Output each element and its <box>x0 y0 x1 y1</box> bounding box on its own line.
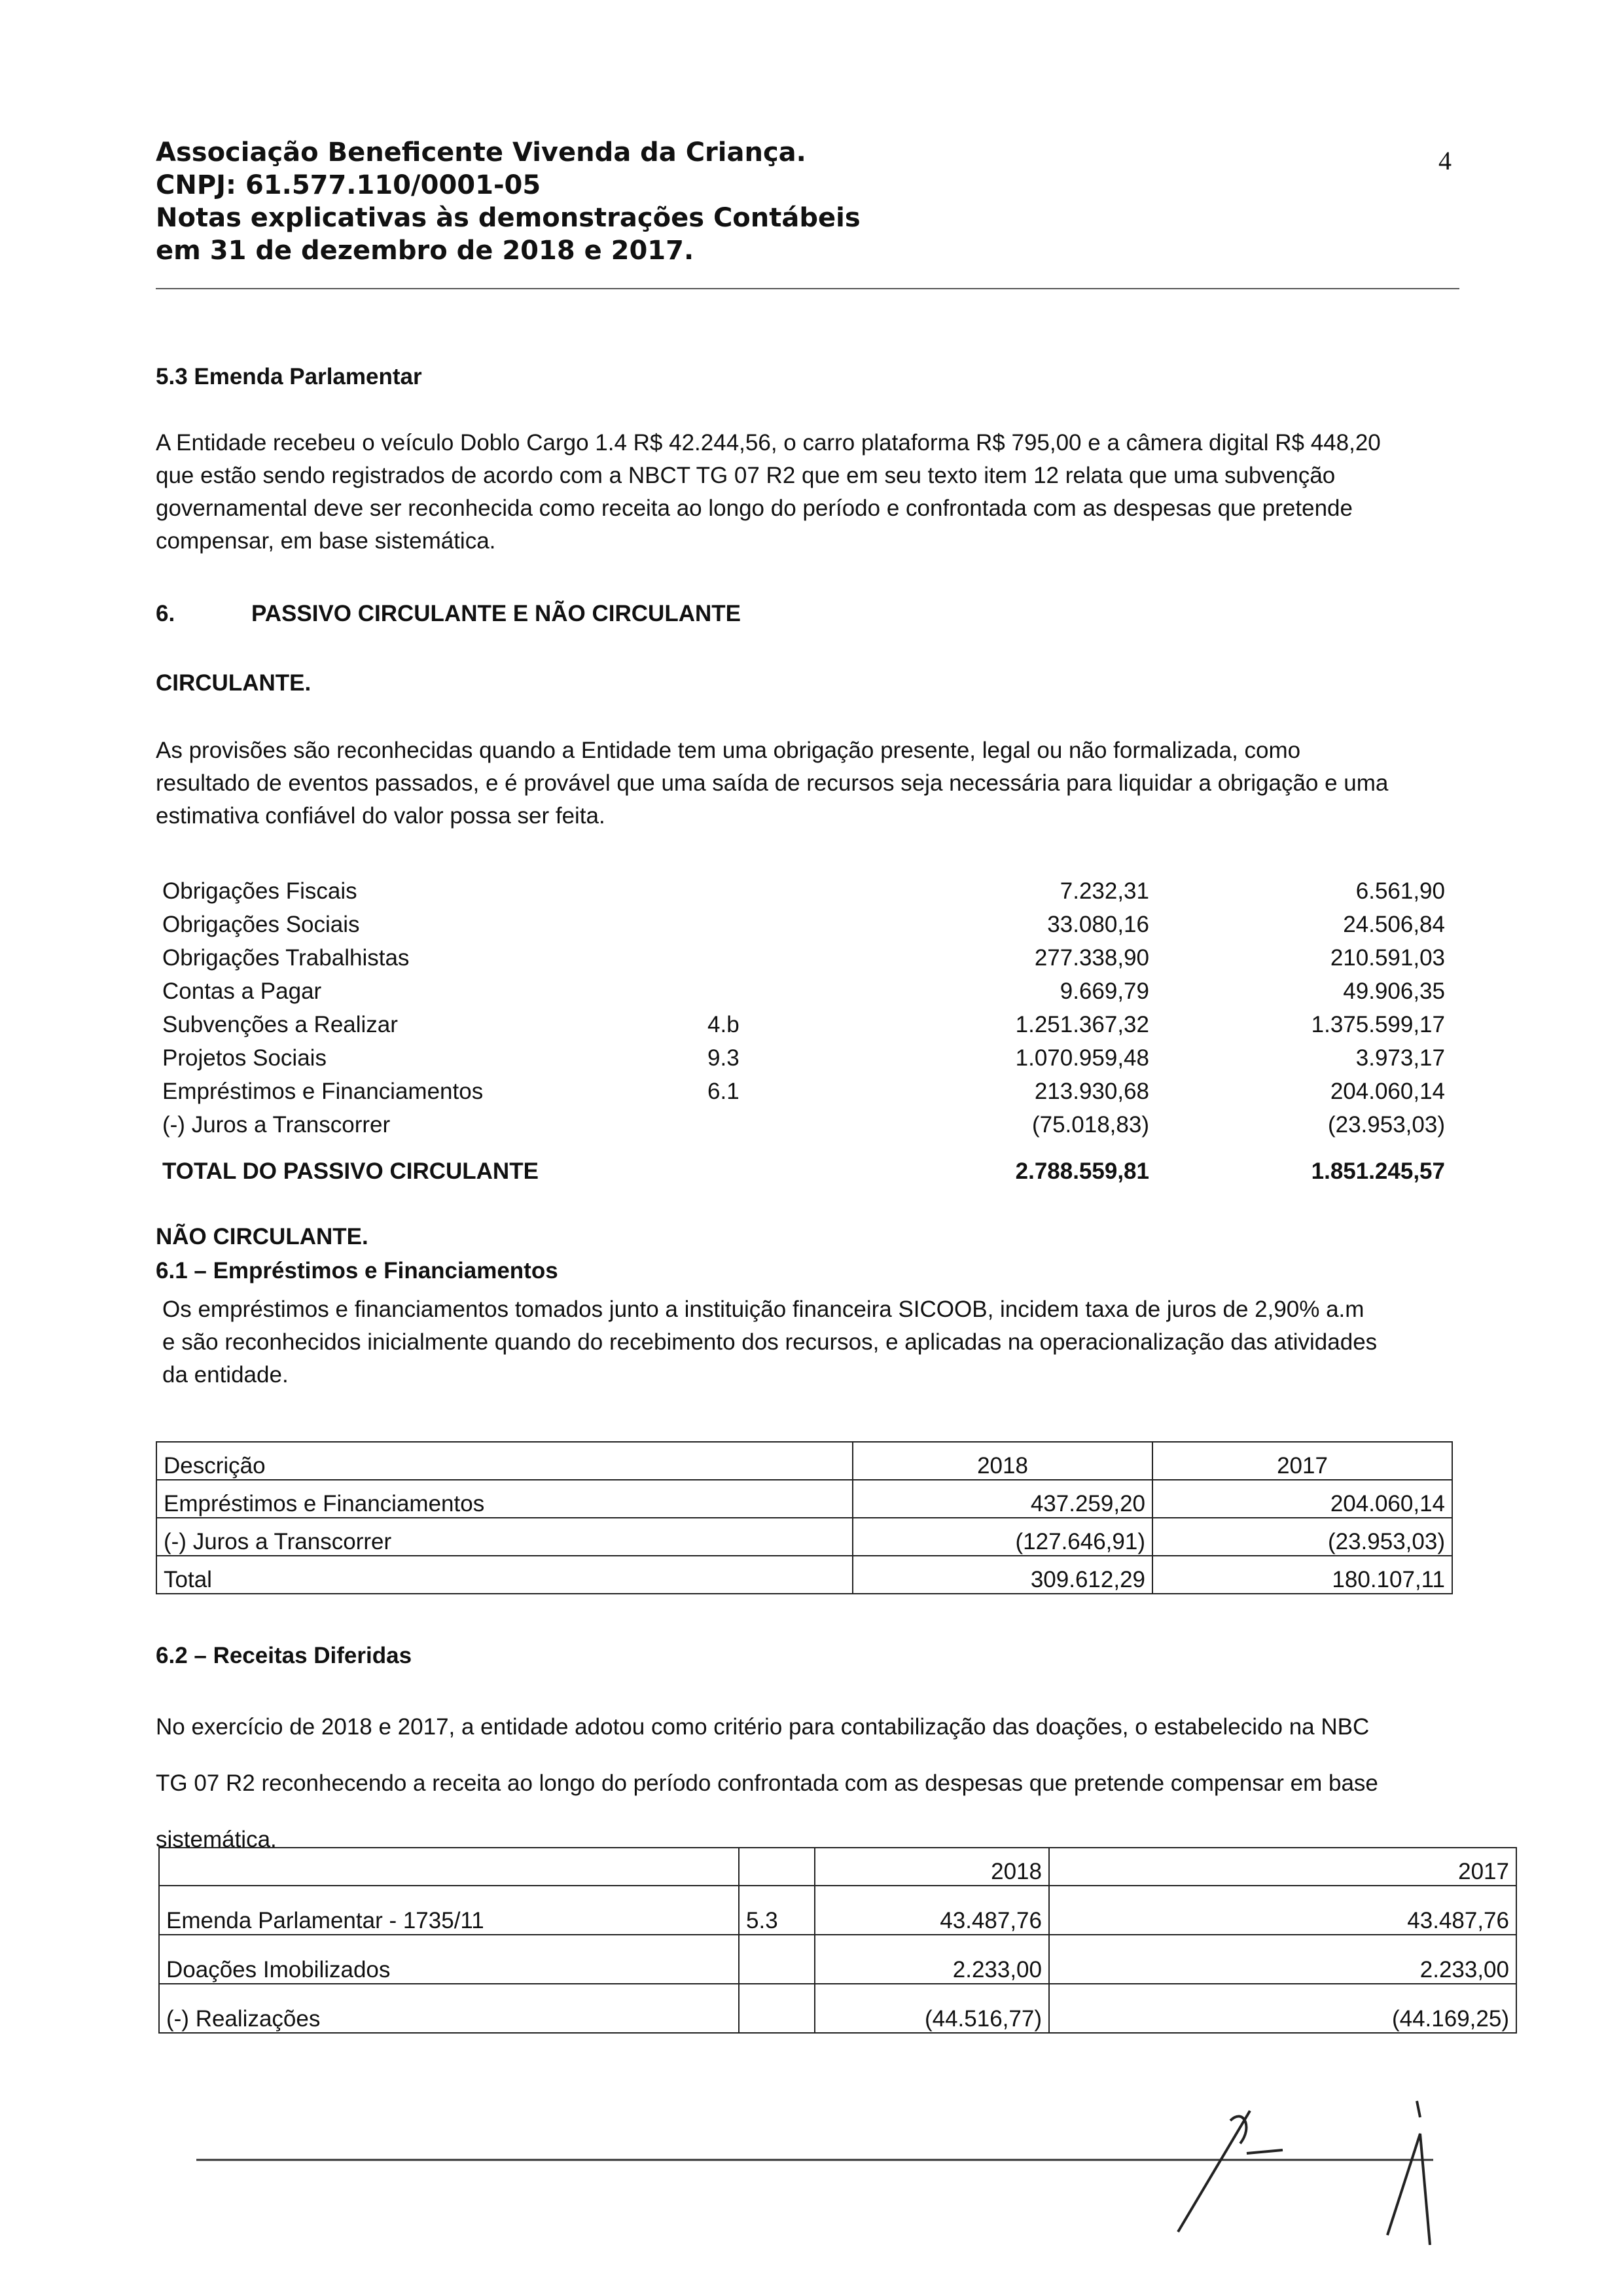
table-cell: Empréstimos e Financiamentos <box>156 1480 853 1518</box>
table-cell: 5.3 <box>739 1886 815 1935</box>
table-header-row <box>156 1442 1452 1480</box>
value-2017: 3.973,17 <box>1355 1045 1445 1071</box>
section-5-3-title: 5.3 Emenda Parlamentar <box>156 364 422 389</box>
table-cell <box>739 1935 815 1984</box>
row-note: 6.1 <box>707 1079 740 1104</box>
value-2018: 277.338,90 <box>1034 945 1149 971</box>
table-cell: 309.612,29 <box>853 1556 1152 1594</box>
table-cell: 43.487,76 <box>815 1886 1049 1935</box>
row-label: Obrigações Sociais <box>162 912 360 937</box>
section-6-2-text <box>156 1699 1452 1868</box>
value-2018: 1.070.959,48 <box>1015 1045 1149 1071</box>
text-line: compensar, em base sistemática. <box>156 528 496 554</box>
table-row <box>156 975 1445 1008</box>
section-6-1-text <box>162 1293 1458 1391</box>
table-row <box>156 1108 1445 1141</box>
header-cell: 2018 <box>853 1442 1152 1480</box>
second-signature <box>1387 2101 1430 2245</box>
value-2018: (75.018,83) <box>1031 1112 1149 1138</box>
organization-name: Associação Beneficente Vivenda da Criança. <box>156 137 806 168</box>
initials-signature <box>1178 2111 1283 2232</box>
total-2017: 1.851.245,57 <box>1311 1158 1445 1184</box>
row-label: Empréstimos e Financiamentos <box>162 1079 484 1104</box>
table-header-row <box>159 1848 1516 1886</box>
table-cell: 2.233,00 <box>1049 1935 1516 1984</box>
table-cell: 437.259,20 <box>853 1480 1152 1518</box>
table-cell: (-) Realizações <box>159 1984 739 2033</box>
table-cell: (127.646,91) <box>853 1518 1152 1556</box>
nao-circulante-label: NÃO CIRCULANTE. <box>156 1224 368 1249</box>
section-6-title: PASSIVO CIRCULANTE E NÃO CIRCULANTE <box>251 601 741 626</box>
signature-area <box>0 2081 1623 2251</box>
section-6-1-title: 6.1 – Empréstimos e Financiamentos <box>156 1258 558 1283</box>
document-date: em 31 de dezembro de 2018 e 2017. <box>156 236 694 266</box>
section-5-3-text <box>156 427 1452 558</box>
table-row <box>156 941 1445 975</box>
table-cell: 204.060,14 <box>1152 1480 1452 1518</box>
deferred-revenue-table <box>158 1847 1517 2034</box>
header-cell: 2018 <box>815 1848 1049 1886</box>
text-line: da entidade. <box>162 1362 289 1388</box>
value-2018: 7.232,31 <box>1060 878 1149 904</box>
document-header <box>156 136 861 267</box>
text-line: estimativa confiável do valor possa ser feita. <box>156 803 605 829</box>
value-2017: 210.591,03 <box>1330 945 1445 971</box>
cnpj: CNPJ: 61.577.110/0001-05 <box>156 170 541 200</box>
table-row <box>156 1075 1445 1108</box>
table-cell: (44.516,77) <box>815 1984 1049 2033</box>
table-cell: 180.107,11 <box>1152 1556 1452 1594</box>
table-row <box>159 1886 1516 1935</box>
table-row <box>156 874 1445 908</box>
value-2018: 213.930,68 <box>1034 1079 1149 1104</box>
total-row <box>156 1155 1445 1188</box>
text-line: A Entidade recebeu o veículo Doblo Cargo 1.4 R$ 42.244,56, o carro plataforma R$ 795,00 e a câmera digital R$ 448,20 <box>156 430 1381 456</box>
value-2017: 49.906,35 <box>1343 978 1445 1004</box>
header-divider <box>156 288 1459 289</box>
value-2017: 6.561,90 <box>1355 878 1445 904</box>
total-2018: 2.788.559,81 <box>1015 1158 1149 1184</box>
header-cell <box>159 1848 739 1886</box>
value-2017: 24.506,84 <box>1343 912 1445 937</box>
section-6-text <box>156 734 1452 833</box>
row-label: Subvenções a Realizar <box>162 1012 398 1037</box>
text-line: governamental deve ser reconhecida como receita ao longo do período e confrontada com as despesas que pretende <box>156 495 1353 521</box>
total-label: TOTAL DO PASSIVO CIRCULANTE <box>162 1158 539 1184</box>
value-2018: 9.669,79 <box>1060 978 1149 1004</box>
circulante-label: CIRCULANTE. <box>156 670 312 696</box>
text-line: TG 07 R2 reconhecendo a receita ao longo do período confrontada com as despesas que pretende compensar em base <box>156 1770 1378 1796</box>
table-cell <box>739 1984 815 2033</box>
table-row <box>156 1556 1452 1594</box>
text-line: As provisões são reconhecidas quando a Entidade tem uma obrigação presente, legal ou não formalizada, como <box>156 738 1301 763</box>
loans-table <box>156 1441 1453 1594</box>
header-cell: 2017 <box>1049 1848 1516 1886</box>
header-cell: Descrição <box>156 1442 853 1480</box>
row-label: Obrigações Trabalhistas <box>162 945 410 971</box>
header-cell <box>739 1848 815 1886</box>
table-cell: Total <box>156 1556 853 1594</box>
table-cell: (-) Juros a Transcorrer <box>156 1518 853 1556</box>
value-2017: 1.375.599,17 <box>1311 1012 1445 1037</box>
table-row <box>156 908 1445 941</box>
table-cell: (44.169,25) <box>1049 1984 1516 2033</box>
table-cell: Emenda Parlamentar - 1735/11 <box>159 1886 739 1935</box>
row-note: 4.b <box>707 1012 740 1037</box>
row-label: Projetos Sociais <box>162 1045 327 1071</box>
value-2017: 204.060,14 <box>1330 1079 1445 1104</box>
text-line: resultado de eventos passados, e é provável que uma saída de recursos seja necessária para liquidar a obrigação e uma <box>156 770 1389 796</box>
table-row <box>156 1041 1445 1075</box>
section-6-2-title: 6.2 – Receitas Diferidas <box>156 1643 412 1668</box>
text-line: Os empréstimos e financiamentos tomados junto a instituição financeira SICOOB, incidem taxa de juros de 2,90% a.m <box>162 1297 1364 1322</box>
value-2017: (23.953,03) <box>1327 1112 1445 1138</box>
row-label: (-) Juros a Transcorrer <box>162 1112 391 1138</box>
text-line: e são reconhecidos inicialmente quando do recebimento dos recursos, e aplicadas na operacionalização das atividades <box>162 1329 1378 1355</box>
header-cell: 2017 <box>1152 1442 1452 1480</box>
table-row <box>159 1984 1516 2033</box>
table-row <box>159 1935 1516 1984</box>
value-2018: 33.080,16 <box>1047 912 1149 937</box>
value-2018: 1.251.367,32 <box>1015 1012 1149 1037</box>
table-cell: Doações Imobilizados <box>159 1935 739 1984</box>
text-line: sistemática. <box>156 1827 277 1852</box>
row-note: 9.3 <box>707 1045 740 1071</box>
table-cell: 2.233,00 <box>815 1935 1049 1984</box>
page-number: 4 <box>1438 146 1452 175</box>
table-row <box>156 1480 1452 1518</box>
text-line: No exercício de 2018 e 2017, a entidade adotou como critério para contabilização das doações, o estabelecido na NBC <box>156 1714 1370 1740</box>
section-6-number: 6. <box>156 601 175 626</box>
table-cell: (23.953,03) <box>1152 1518 1452 1556</box>
row-label: Contas a Pagar <box>162 978 322 1004</box>
table-cell: 43.487,76 <box>1049 1886 1516 1935</box>
row-label: Obrigações Fiscais <box>162 878 357 904</box>
current-liabilities-table <box>156 874 1445 1188</box>
table-row <box>156 1008 1445 1041</box>
table-row <box>156 1518 1452 1556</box>
text-line: que estão sendo registrados de acordo com a NBCT TG 07 R2 que em seu texto item 12 relata que uma subvenção <box>156 463 1336 488</box>
document-title: Notas explicativas às demonstrações Contábeis <box>156 203 861 233</box>
